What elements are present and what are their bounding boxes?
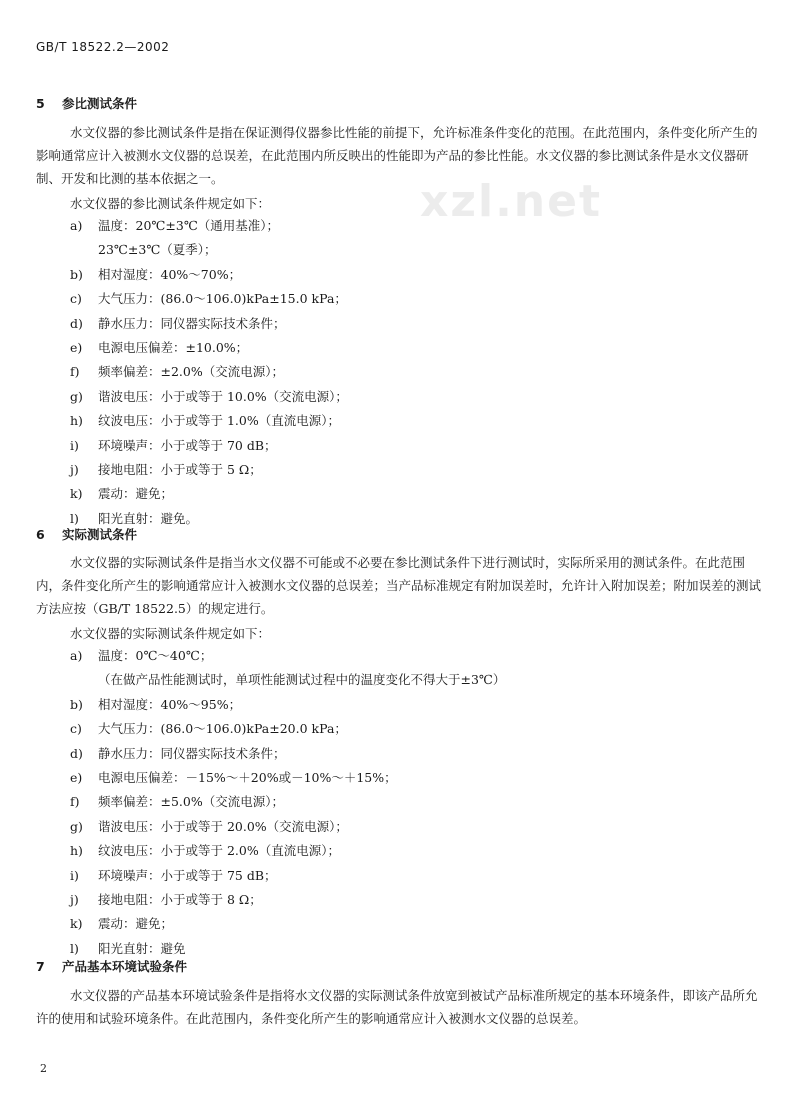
section-heading-5 [36, 94, 137, 112]
item-text: 相对湿度：40%～70%； [98, 266, 242, 282]
item-label: l) [70, 510, 79, 526]
item-text: 震动：避免； [98, 486, 174, 502]
item-text: 震动：避免； [98, 916, 174, 932]
item-text: 谐波电压：小于或等于 20.0%（交流电源）； [98, 818, 348, 834]
item-label: b) [70, 266, 83, 282]
list-item [70, 409, 348, 433]
item-label: j) [70, 461, 79, 477]
item-text: 大气压力：(86.0～106.0)kPa±15.0 kPa； [98, 291, 347, 307]
list-item [70, 360, 348, 384]
item-text: 接地电阻：小于或等于 8 Ω； [98, 891, 262, 907]
list-item [70, 668, 505, 692]
section-5-intro: 水文仪器的参比测试条件规定如下： [70, 196, 271, 211]
section-number: 6 [36, 527, 45, 542]
list-item [70, 263, 348, 287]
list-item [70, 912, 505, 936]
item-label: l) [70, 940, 79, 956]
section-6-conditions-list [70, 644, 505, 961]
list-item [70, 790, 505, 814]
item-label: k) [70, 916, 83, 932]
list-item [70, 888, 505, 912]
item-text: 温度：20℃±3℃（通用基准）； [98, 218, 280, 233]
list-item [70, 864, 505, 888]
item-text: 温度：0℃～40℃； [98, 648, 213, 663]
item-text: 电源电压偏差：±10.0%； [98, 339, 249, 355]
paragraph-text: 水文仪器的实际测试条件是指当水文仪器不可能或不必要在参比测试条件下进行测试时，实际所采用的测试条件。在此范围内，条件变化所产生的影响通常应计入被测水文仪器的总误差；当产品标准规定有附加误差时，允许计入附加误差；附加误差的测试方法应按（GB/T 18522.5）的规定进行。 [36, 555, 762, 616]
list-item [70, 693, 505, 717]
list-item [70, 766, 505, 790]
item-text: 接地电阻：小于或等于 5 Ω； [98, 461, 262, 477]
item-text: 阳光直射：避免 [98, 940, 186, 956]
list-item [70, 717, 505, 741]
item-label: c) [70, 721, 82, 737]
standard-code-header: GB/T 18522.2—2002 [36, 40, 170, 54]
item-text: 环境噪声：小于或等于 75 dB； [98, 867, 277, 883]
section-7-paragraph [36, 984, 766, 1030]
section-title: 参比测试条件 [62, 96, 138, 111]
page-number: 2 [40, 1062, 47, 1075]
item-label: h) [70, 843, 83, 859]
item-text: 谐波电压：小于或等于 10.0%（交流电源）； [98, 388, 348, 404]
item-text: （在做产品性能测试时，单项性能测试过程中的温度变化不得大于±3℃） [98, 672, 506, 688]
paragraph-text: 水文仪器的产品基本环境试验条件是指将水文仪器的实际测试条件放宽到被试产品标准所规定的基本环境条件，即该产品所允许的使用和试验环境条件。在此范围内，条件变化所产生的影响通常应计入被测水文仪器的总误差。 [36, 988, 758, 1026]
item-text: 纹波电压：小于或等于 1.0%（直流电源）； [98, 413, 340, 429]
item-text: 大气压力：(86.0～106.0)kPa±20.0 kPa； [98, 721, 347, 737]
item-text: 相对湿度：40%～95%； [98, 696, 242, 712]
section-number: 7 [36, 959, 45, 974]
list-item [70, 385, 348, 409]
watermark: xzl.net [420, 176, 602, 227]
section-5-paragraph [36, 121, 766, 190]
item-text: 纹波电压：小于或等于 2.0%（直流电源）； [98, 843, 340, 859]
section-title: 产品基本环境试验条件 [62, 959, 188, 974]
item-label: k) [70, 486, 83, 502]
item-label: i) [70, 437, 79, 453]
section-number: 5 [36, 96, 45, 111]
list-item [70, 482, 348, 506]
section-6-intro: 水文仪器的实际测试条件规定如下： [70, 626, 271, 641]
section-heading-6 [36, 525, 137, 543]
list-item [70, 312, 348, 336]
item-label: h) [70, 413, 83, 429]
list-item [70, 214, 348, 238]
list-item [70, 839, 505, 863]
item-label: b) [70, 696, 83, 712]
section-heading-7 [36, 957, 187, 975]
item-label: f) [70, 794, 80, 810]
item-text: 静水压力：同仪器实际技术条件； [98, 315, 286, 331]
item-text: 阳光直射：避免。 [98, 510, 199, 526]
item-label: d) [70, 315, 83, 331]
section-5-conditions-list [70, 214, 348, 531]
item-label: g) [70, 388, 83, 404]
list-item [70, 287, 348, 311]
item-label: a) [70, 648, 83, 663]
list-item [70, 434, 348, 458]
section-title: 实际测试条件 [62, 527, 138, 542]
list-item [70, 815, 505, 839]
paragraph-text: 水文仪器的参比测试条件是指在保证测得仪器参比性能的前提下，允许标准条件变化的范围。在此范围内，条件变化所产生的影响通常应计入被测水文仪器的总误差，在此范围内所反映出的性能即为产品的参比性能。水文仪器的参比测试条件是水文仪器研制、开发和比测的基本依据之一。 [36, 125, 758, 186]
list-item [70, 336, 348, 360]
item-label: e) [70, 769, 83, 785]
item-label: d) [70, 745, 83, 761]
item-label: f) [70, 364, 80, 380]
list-item [70, 742, 505, 766]
list-item [70, 644, 505, 668]
item-label: c) [70, 291, 82, 307]
list-item [70, 458, 348, 482]
list-item [70, 238, 348, 262]
item-text: 23℃±3℃（夏季）； [98, 242, 217, 258]
section-6-paragraph [36, 551, 766, 620]
item-label: e) [70, 339, 83, 355]
item-label: a) [70, 218, 83, 233]
item-label: g) [70, 818, 83, 834]
item-text: 静水压力：同仪器实际技术条件； [98, 745, 286, 761]
item-text: 频率偏差：±5.0%（交流电源）； [98, 794, 284, 810]
item-text: 环境噪声：小于或等于 70 dB； [98, 437, 277, 453]
item-text: 电源电压偏差：－15%～＋20%或－10%～＋15%； [98, 769, 397, 785]
item-text: 频率偏差：±2.0%（交流电源）； [98, 364, 284, 380]
item-label: j) [70, 891, 79, 907]
item-label: i) [70, 867, 79, 883]
